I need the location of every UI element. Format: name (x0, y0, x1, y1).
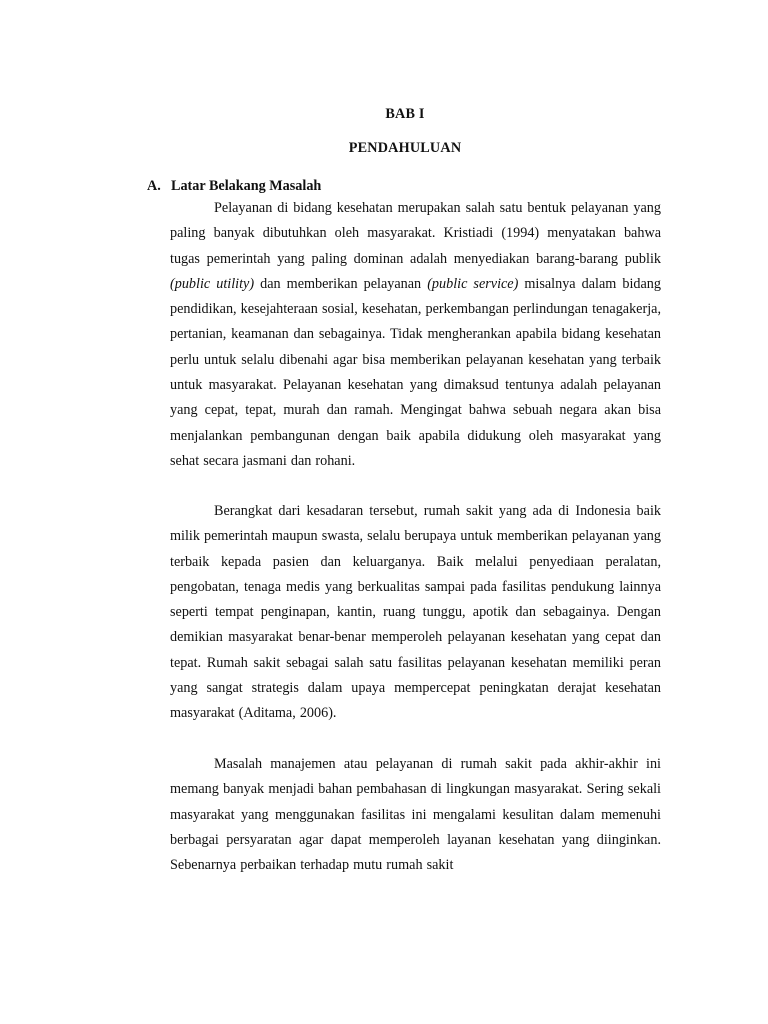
section-marker: A. (147, 178, 161, 194)
term-public-service: (public service) (427, 275, 519, 292)
section-title: Latar Belakang Masalah (171, 178, 322, 194)
chapter-title: PENDAHULUAN (348, 140, 462, 156)
term-public-utility: (public utility) (170, 275, 255, 292)
chapter-heading: BAB I (385, 106, 425, 122)
paragraph-1-text-b: dan memberikan pelayanan (254, 275, 428, 292)
section-heading (147, 178, 321, 195)
paragraph-1 (170, 196, 661, 474)
paragraph-1-text-c: misalnya dalam bidang pendidikan, kesejahteraan sosial, kesehatan, perkembangan perlindungan tenagakerja, pertanian, keamanan dan sebagainya. Tidak mengherankan apabila bidang kesehatan perlu untuk selalu dibenahi agar bisa memberikan pelayanan kesehatan yang terbaik untuk masyarakat. Pelayanan kesehatan yang dimaksud tentunya adalah pelayanan yang cepat, tepat, murah dan ramah. Mengingat bahwa sebuah negara akan bisa menjalankan pembangunan dengan baik apabila didukung oleh masyarakat yang sehat secara jasmani dan rohani. (170, 275, 661, 469)
paragraph-3: Masalah manajemen atau pelayanan di rumah sakit pada akhir-akhir ini memang banyak menjadi bahan pembahasan di lingkungan masyarakat. Sering sekali masyarakat yang menggunakan fasilitas ini mengalami kesulitan dalam memenuhi berbagai persyaratan agar dapat memperoleh layanan kesehatan yang diinginkan. Sebenarnya perbaikan terhadap mutu rumah sakit (170, 756, 661, 874)
paragraph-2: Berangkat dari kesadaran tersebut, rumah sakit yang ada di Indonesia baik milik pemerintah maupun swasta, selalu berupaya untuk memberikan pelayanan yang terbaik kepada pasien dan keluarganya. Baik melalui penyediaan peralatan, pengobatan, tenaga medis yang berkualitas sampai pada fasilitas pendukung lainnya seperti tempat penginapan, kantin, ruang tunggu, apotik dan sebagainya. Dengan demikian masyarakat benar-benar memperoleh pelayanan kesehatan yang cepat dan tepat. Rumah sakit sebagai salah satu fasilitas pelayanan kesehatan memiliki peran yang sangat strategis dalam upaya mempercepat peningkatan derajat kesehatan masyarakat (Aditama, 2006). (170, 503, 661, 722)
paragraph-1-text-a: Pelayanan di bidang kesehatan merupakan salah satu bentuk pelayanan yang paling banyak dibutuhkan oleh masyarakat. Kristiadi (1994) menyatakan bahwa tugas pemerintah yang paling dominan adalah menyediakan barang-barang publik (170, 200, 661, 267)
